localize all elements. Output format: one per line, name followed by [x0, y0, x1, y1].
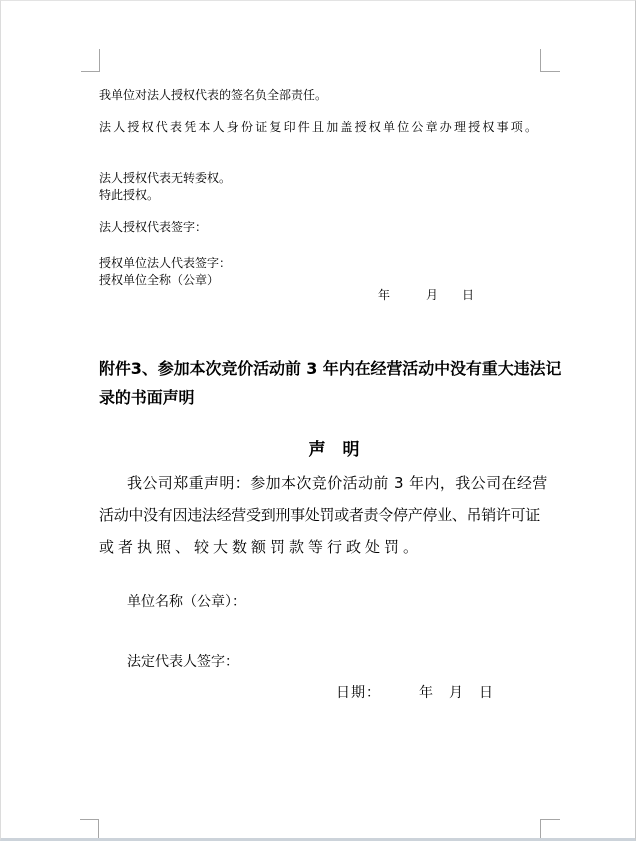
attachment3-heading-line2: 录的书面声明 [99, 388, 195, 407]
cropmark-top-left [81, 49, 100, 72]
unit-legal-rep-signature-label: 授权单位法人代表签字： [99, 256, 232, 270]
authorized-representative-signature-label: 法人授权代表签字： [99, 220, 208, 234]
declaration-date-line: 日期： 年 月 日 [336, 685, 494, 701]
no-subdelegation-line: 法人授权代表无转委权。 [99, 171, 232, 185]
authorization-liability-line: 我单位对法人授权代表的签名负全部责任。 [99, 88, 328, 102]
unit-full-name-seal-label: 授权单位全称（公章） [99, 273, 220, 287]
cropmark-bottom-right [540, 819, 560, 838]
declaration-statement-line2: 活动中没有因违法经营受到刑事处罚或者责令停产停业、吊销许可证 [99, 506, 541, 524]
attachment3-heading-line1: 附件3、参加本次竞价活动前 3 年内在经营活动中没有重大违法记 [99, 359, 562, 378]
legal-representative-signature-label: 法定代表人签字： [127, 654, 239, 670]
cropmark-bottom-left [80, 819, 99, 838]
cropmark-top-right [540, 49, 560, 72]
company-name-seal-label: 单位名称（公章）： [127, 594, 246, 610]
declaration-statement-line3: 或者执照、较大数额罚款等行政处罚。 [99, 538, 423, 556]
authorization-date-line: 年 月 日 [378, 288, 475, 302]
authorization-idcard-line: 法人授权代表凭本人身份证复印件且加盖授权单位公章办理授权事项。 [99, 120, 540, 134]
declaration-title: 声 明 [308, 440, 360, 460]
declaration-statement-line1: 我公司郑重声明：参加本次竞价活动前 3 年内，我公司在经营 [127, 474, 548, 492]
hereby-authorize-line: 特此授权。 [99, 188, 160, 202]
